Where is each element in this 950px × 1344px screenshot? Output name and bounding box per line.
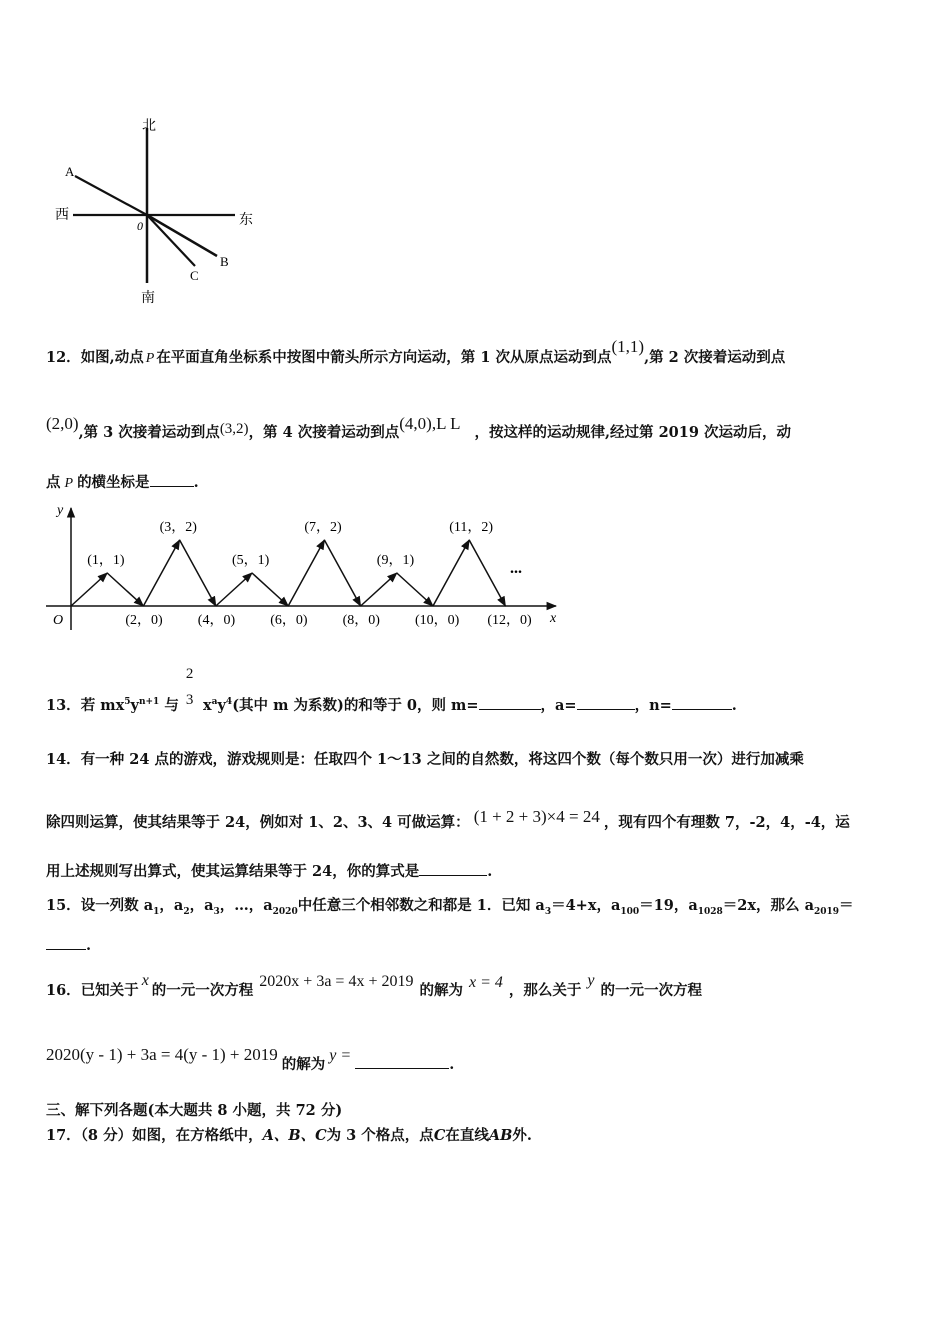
q16-solution2: y = bbox=[329, 1047, 352, 1064]
q15-t8: ＝2x，那么 a bbox=[722, 897, 814, 914]
point-label: (3，2) bbox=[159, 520, 197, 535]
q16-eq1: 2020x + 3a = 4x + 2019 bbox=[259, 973, 414, 990]
q12-point4: (4,0),L L bbox=[399, 414, 461, 433]
q15-t2: ，a bbox=[159, 897, 184, 914]
q14-end: . bbox=[487, 863, 493, 880]
q13-end: . bbox=[731, 697, 737, 714]
compass-east: 东 bbox=[239, 213, 253, 228]
q13-blank-a bbox=[577, 695, 635, 710]
q15-t9: ＝ bbox=[839, 897, 854, 914]
q15-s5: 3 bbox=[544, 906, 552, 917]
ray-oa bbox=[75, 176, 147, 215]
compass-south: 南 bbox=[141, 291, 155, 306]
q17-line bbox=[46, 1126, 532, 1146]
q16-text5: 的一元一次方程 bbox=[600, 982, 702, 999]
zigzag-segment bbox=[143, 540, 179, 606]
q13-blank-n bbox=[672, 695, 732, 710]
q16-line2 bbox=[46, 1045, 455, 1075]
zigzag-chart bbox=[36, 500, 576, 635]
q16-y: y bbox=[587, 972, 595, 989]
q12-point1: (1,1) bbox=[611, 337, 645, 356]
q12-point2: (2,0) bbox=[46, 414, 79, 433]
q13-number: 13． bbox=[46, 697, 81, 714]
zigzag-segment bbox=[433, 540, 469, 606]
q16-text2: 的一元一次方程 bbox=[151, 982, 254, 999]
point-label: (8，0) bbox=[342, 613, 380, 628]
q15-line2 bbox=[46, 935, 91, 956]
q14-line3 bbox=[46, 861, 492, 882]
q14-line2 bbox=[46, 807, 850, 833]
q15-line1 bbox=[46, 896, 854, 916]
q15-s3: 3 bbox=[213, 906, 220, 917]
q15-s7: 1028 bbox=[697, 906, 723, 917]
q12-text3: ,第 2 次接着运动到点 bbox=[644, 349, 786, 366]
q15-s1: 1 bbox=[153, 906, 160, 917]
q13-fraction bbox=[184, 666, 198, 710]
q13-blank-m bbox=[479, 695, 541, 710]
q16-answer-blank bbox=[355, 1054, 449, 1069]
q15-answer-blank bbox=[46, 935, 86, 950]
q14-text3: 用上述规则写出算式，使其运算结果等于 24，你的算式是 bbox=[46, 863, 420, 880]
label-b: B bbox=[220, 254, 229, 269]
q16-line1 bbox=[46, 972, 702, 1001]
zigzag-segment bbox=[361, 573, 397, 606]
point-label: (7，2) bbox=[304, 520, 342, 535]
q13-text1: 若 mx bbox=[80, 697, 125, 714]
q13-text3: x bbox=[202, 697, 212, 714]
q15-end: . bbox=[86, 937, 92, 954]
q17-points: A、B、C bbox=[262, 1127, 327, 1144]
compass-north: 北 bbox=[142, 119, 156, 134]
q17-c: C bbox=[433, 1127, 446, 1144]
point-label: (12，0) bbox=[487, 613, 532, 628]
compass-west: 西 bbox=[55, 208, 69, 223]
q17-text4: 外. bbox=[512, 1127, 532, 1144]
y-axis-label: y bbox=[57, 503, 64, 518]
point-label: (4，0) bbox=[197, 613, 236, 628]
zigzag-segment bbox=[288, 540, 324, 606]
zigzag-segment bbox=[469, 540, 505, 606]
q14-text1: 有一种 24 点的游戏，游戏规则是：任取四个 1～13 之间的自然数，将这四个数（每个数只用一次）进行加减乘 bbox=[80, 751, 804, 768]
q12-text5: ，第 4 次接着运动到点 bbox=[248, 424, 400, 441]
q15-t7: ＝19，a bbox=[639, 897, 698, 914]
q16-text6: 的解为 bbox=[281, 1056, 326, 1073]
point-label: (2，0) bbox=[125, 613, 163, 628]
q15-s2: 2 bbox=[183, 906, 190, 917]
section3-title: 三、解下列各题(本大题共 8 小题，共 72 分) bbox=[46, 1102, 343, 1119]
q13-text5: ，a= bbox=[540, 697, 577, 714]
q16-eq2: 2020(y - 1) + 3a = 4(y - 1) + 2019 bbox=[46, 1045, 278, 1064]
q12-text4: ,第 3 次接着运动到点 bbox=[78, 424, 220, 441]
compass-figure bbox=[45, 118, 265, 308]
q13-sup4: 4 bbox=[225, 697, 233, 708]
q15-number: 15． bbox=[46, 897, 81, 914]
q15-t3: ，a bbox=[189, 897, 214, 914]
q12-text7: 点 bbox=[46, 474, 61, 491]
q15-s8: 2019 bbox=[813, 906, 840, 917]
point-label: (1，1) bbox=[87, 553, 125, 568]
q13-frac-den: 3 bbox=[185, 692, 194, 708]
q17-line-ab: AB bbox=[488, 1127, 513, 1144]
q14-formula: (1 + 2 + 3)×4 = 24 bbox=[473, 807, 600, 826]
q12-line3 bbox=[46, 472, 199, 494]
q12-line1 bbox=[46, 337, 786, 369]
x-axis-label: x bbox=[550, 611, 557, 626]
ray-oc bbox=[147, 215, 195, 266]
q17-text1: （8 分）如图，在方格纸中， bbox=[80, 1127, 263, 1144]
q13-text4: (其中 m 为系数)的和等于 0，则 m= bbox=[232, 697, 479, 714]
q15-t1: 设一列数 a bbox=[80, 897, 154, 914]
q12-text6: ，按这样的运动规律,经过第 2019 次运动后，动 bbox=[474, 424, 791, 441]
zigzag-segment bbox=[71, 573, 107, 606]
q13-frac-num: 2 bbox=[185, 666, 194, 682]
q17-number: 17． bbox=[46, 1127, 81, 1144]
point-label: (10，0) bbox=[415, 613, 460, 628]
q17-text2: 为 3 个格点，点 bbox=[326, 1127, 434, 1144]
point-label: (6，0) bbox=[270, 613, 308, 628]
compass-origin: 0 bbox=[137, 219, 143, 233]
q14-number: 14． bbox=[46, 751, 81, 768]
q13-sup3: a bbox=[211, 697, 218, 708]
point-label: (5，1) bbox=[232, 553, 270, 568]
q16-text3: 的解为 bbox=[419, 982, 463, 999]
q15-t6: ＝4+x，a bbox=[551, 897, 621, 914]
q12-line2 bbox=[46, 414, 791, 443]
q15-t4: ，…，a bbox=[219, 897, 273, 914]
q13-text6: ，n= bbox=[634, 697, 672, 714]
q12-point3: (3,2) bbox=[219, 421, 249, 437]
q12-text8: 的横坐标是 bbox=[77, 474, 150, 491]
q13-text2: 与 bbox=[164, 697, 179, 714]
q12-p2: P bbox=[64, 476, 74, 491]
q15-t5: 中任意三个相邻数之和都是 1．已知 a bbox=[297, 897, 545, 914]
q14-answer-blank bbox=[419, 861, 487, 876]
q12-text1: 如图,动点 bbox=[80, 349, 144, 366]
q12-number: 12． bbox=[46, 349, 81, 366]
q14-text2b: ，现有四个有理数 7，-2，4，-4，运 bbox=[603, 814, 850, 831]
q12-p: P bbox=[145, 351, 155, 366]
zigzag-segment bbox=[180, 540, 216, 606]
q13-line bbox=[46, 666, 737, 716]
label-c: C bbox=[190, 268, 199, 283]
zigzag-segment bbox=[324, 540, 360, 606]
q16-x: x bbox=[141, 972, 149, 989]
q14-line1 bbox=[46, 750, 804, 770]
q13-sup2: n+1 bbox=[138, 697, 160, 708]
zigzag-segment bbox=[216, 573, 252, 606]
zigzag-segment bbox=[252, 573, 288, 606]
q17-text3: 在直线 bbox=[445, 1127, 489, 1144]
zigzag-segment bbox=[397, 573, 433, 606]
q13-sup1: 5 bbox=[124, 697, 131, 708]
label-a: A bbox=[65, 164, 75, 179]
q12-end: . bbox=[193, 474, 199, 491]
q16-end: . bbox=[449, 1056, 455, 1073]
q15-s4: 2020 bbox=[272, 906, 298, 917]
q15-s6: 100 bbox=[620, 906, 640, 917]
point-label: (9，1) bbox=[376, 553, 415, 568]
chart-continuation: ... bbox=[510, 560, 522, 577]
q14-text2a: 除四则运算，使其结果等于 24，例如对 1、2、3、4 可做运算： bbox=[46, 814, 470, 831]
q16-solution: x = 4 bbox=[468, 974, 503, 991]
zigzag-segment bbox=[107, 573, 143, 606]
point-label: O bbox=[53, 613, 64, 628]
q13-text1b: y bbox=[130, 697, 139, 714]
q16-text1: 已知关于 bbox=[80, 982, 139, 999]
q16-text4: ，那么关于 bbox=[508, 982, 582, 999]
q12-answer-blank bbox=[150, 472, 194, 487]
point-label: (11，2) bbox=[449, 520, 494, 535]
q12-text2: 在平面直角坐标系中按图中箭头所示方向运动，第 1 次从原点运动到点 bbox=[156, 349, 612, 366]
q16-number: 16． bbox=[46, 982, 81, 999]
q13-text3b: y bbox=[217, 697, 226, 714]
ray-ob bbox=[147, 215, 217, 256]
